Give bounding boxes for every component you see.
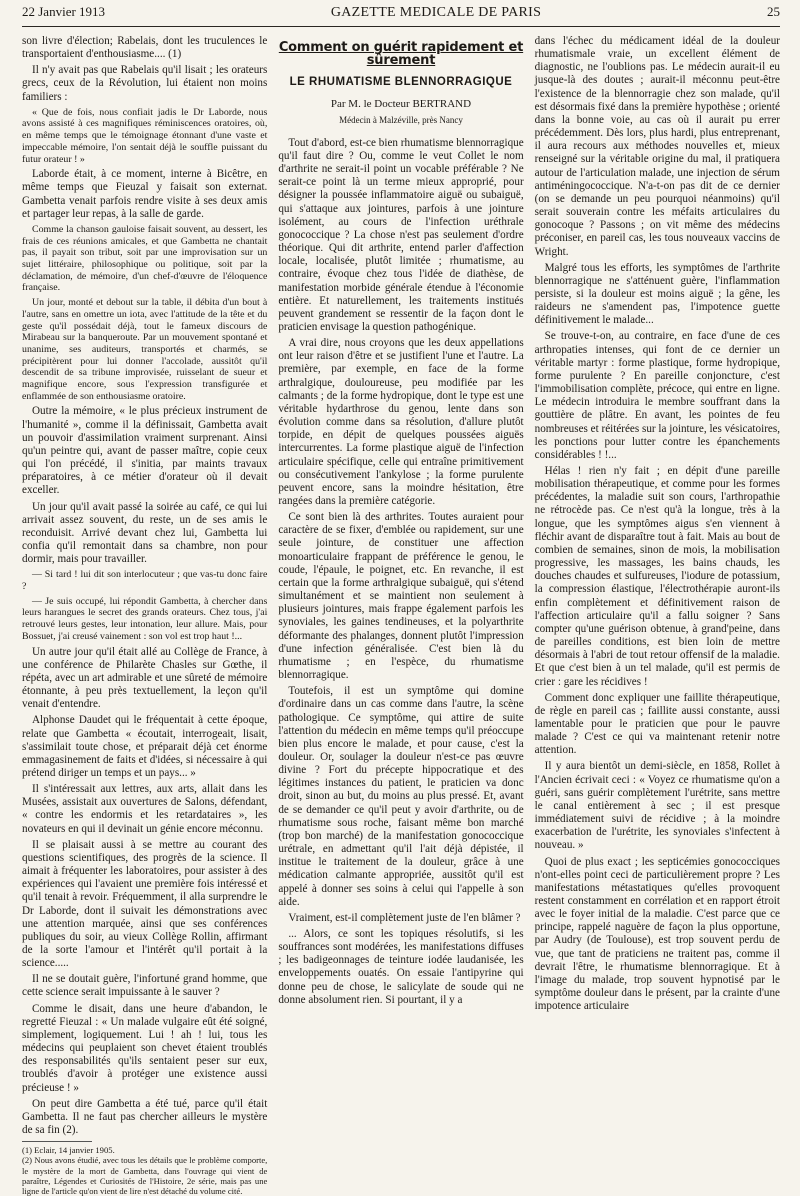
paragraph: Laborde était, à ce moment, interne à Bicêtre, en même temps que Fieuzal y faisait son externat. Gambetta venait parfois rendre visite à ses deux amis et partager leur repas, à la salle de garde.: [22, 168, 268, 220]
paragraph: son livre d'élection; Rabelais, dont les truculences le transportaient d'enthousiasme.... (1): [22, 35, 268, 61]
issue-date: 22 Janvier 1913: [22, 4, 106, 19]
paragraph: Tout d'abord, est-ce bien rhumatisme blennorragique qu'il faut dire ? Ou, comme le veut Collet le nom d'arthrite ne serait-il point un vocable préférable ? Ne serait-ce point là un terme mieux approprié, pour désigner la poussée inflammatoire aiguë ou subaiguë, qui s'attaque aux jointures, parfois à une jointure isolément, au cours de l'infection uréthrale gonococcique ? La chose n'est pas seulement d'ordre théorique. Qui dit arthrite, entend parler d'affection locale, localisée, plutôt limitée ; rhumatisme, au contraire, évoque chez tous l'idée de diathèse, de manifestation morbide générale étendue à l'économie entière. Et naturellement, les traitements institués peuvent grandement se ressentir de la façon dont le praticien envisage la question pathogénique.: [278, 136, 524, 333]
byline: Par M. le Docteur BERTRAND: [330, 98, 472, 111]
paragraph: Toutefois, il est un symptôme qui domine d'ordinaire dans un cas comme dans l'autre, la scène pathologique. Ce symptôme, qui attire de suite l'attention du médecin en même temps qu'il préoccupe bien plus encore le malade, et pour cause, c'est la douleur. Or, soulager la douleur n'est-ce pas œuvre divine ? Fort du précepte hippocratique et des légitimes instances du patient, le praticien va donc droit, sinon au but, du moins au plus pressé. Et, avant de se demander ce qu'il peut y avoir d'arthrite, ou de rhumatisme sous roche, faisant même bon marché (trop bon marché) de la manifestation gonococcique urétrale, en admettant qu'il l'ait déjà dépistée, il institue le traitement de la douleur, grâce à une médication calmante appropriée, aussitôt qu'il est appelé à donner ses soins à celui qui l'appelle à son aide.: [278, 685, 524, 908]
article-header: [278, 41, 523, 89]
column-1: [22, 35, 267, 1196]
page-number: 25: [766, 4, 780, 19]
paragraph: dans l'échec du médicament idéal de la douleur rhumatismale vraie, un excellent élément de diagnostic, ne l'oublions pas. Le médecin aurait-il eu jusque-là des doutes ; aurait-il méconnu peut-être l'existence de la blennorragie chez son malade, qu'il est désormais fixé dans la première hypothèse ; orienté dans la bonne voie, au cas où il aurait pu errer précédemment. Dès lors, plus hardi, plus entreprenant, il aura recours aux méthodes nouvelles et, mieux renseigné sur la véritable origine du mal, il pratiquera autour de l'articulation malade, une injection de sérum antiméningococcique. N'a-t-on pas dit de ce dernier (on se demande un peu pourquoi néanmoins) qu'il serait souverain contre les méfaits articulaires du gonocoque ? Passons ; on vit même des médecins préconiser, en pareil cas, les tous nouveaux vaccins de Wright.: [534, 35, 780, 258]
article-subtitle: LE RHUMATISME BLENNORRAGIQUE: [289, 76, 513, 89]
running-header: [22, 4, 780, 27]
paragraph: Un autre jour qu'il était allé au Collège de France, à une conférence de Philarète Chasles sur Gœthe, il répéta, avec un art admirable et une sûreté de mémoire étonnante, à peu près textuellement, la leçon qu'il venait d'entendre.: [22, 645, 268, 711]
paragraph: Un jour qu'il avait passé la soirée au café, ce qui lui arrivait assez souvent, du reste, un de ses amis le reconduisit. Arrivé devant chez lui, Gambetta lui confia qu'il remontait dans sa chambre, non pour dormir, mais pour travailler.: [22, 500, 268, 566]
paragraph: Hélas ! rien n'y fait ; en dépit d'une pareille mobilisation thérapeutique, et comme pour les formes précédentes, la maladie suit son cours, l'arthropathie ne rétrocède pas. Ce n'est qu'à la longue, très à la longue, que les symptômes aigus s'en viennent à fléchir avant de disparaître tout à fait. Mais au bout de combien de semaines, sinon de mois, la mobilisation progressive, les massages, les bains chauds, les douches chaudes et sulfureuses, l'iodure de potassium, la compression élastique, l'électrothérapie auront-ils enfin complètement et définitivement raison de l'affection articulaire qu'il a fallu soigner ? Sans compter qu'une guérison obtenue, à grand'peine, dans de pareilles conditions, est bien loin de mettre désormais à l'abri de tout retour offensif de la maladie. Et que c'est bien à un tel malade, qu'il est permis de crier : gare les récidives !: [534, 465, 780, 688]
paragraph-small: Un jour, monté et debout sur la table, il débita d'un bout à l'autre, sans en omettre un iota, avec l'attitude de la tête et du geste qu'il possédait déjà, tout le fameux discours de Mirabeau sur la banqueroute. Par un mouvement spontané et unanime, ses auditeurs, transportés et charmés, se précipitèrent pour lui donner l'accolade, aussitôt qu'il descendit de sa tribune improvisée, ruisselant de sueur et magnifique encore, sous l'expression transfigurée et enflammée de son enthousiasme oratoire.: [22, 297, 268, 402]
paragraph: Il y aura bientôt un demi-siècle, en 1858, Rollet à l'Ancien écrivait ceci : « Voyez ce rhumatisme qu'on a guéri, sans guérir complètement l'urétrite, sans mettre le canal entièrement à sec ; il est presque immédiatement suivi de récidive ; à la moindre exacerbation de l'urétrite, les synoviales s'infectent à nouveau. »: [534, 760, 780, 852]
footnote-2: (2) Nous avons étudié, avec tous les détails que le problème comporte, le mystère de la mort de Gambetta, dans l'ouvrage qui vient de paraître, Légendes et Curiosités de l'Histoire, 2e série, mais pas une ligne de l'article qu'on vient de lire n'est détaché du volume cité.: [22, 1155, 268, 1196]
paragraph: Outre la mémoire, « le plus précieux instrument de l'humanité », comme il la définissait, Gambetta avait un pouvoir d'assimilation vraiment surprenant. Ainsi qu'un peintre qui, avant de passer maître, copie ceux qui l'on précédé, il s'initia, par maints travaux préparatoires, à ce métier d'orateur où il devait exceller.: [22, 405, 268, 497]
journal-title: GAZETTE MEDICALE DE PARIS: [330, 5, 542, 20]
paragraph: Comme le disait, dans une heure d'abandon, le regretté Fieuzal : « Un malade vulgaire eût été soigné, simplement, logiquement. Lui ! ah ! lui, tous les médecins qui peuplaient son chevet étaient troublés des responsabilités qu'ils sentaient peser sur eux, troublés d'avoir à protéger une existence aussi précieuse ! »: [22, 1002, 268, 1094]
paragraph: Vraiment, est-il complètement juste de l'en blâmer ?: [288, 911, 521, 924]
paragraph-small: Comme la chanson gauloise faisait souvent, au dessert, les frais de ces réunions amicales, et que Gambetta ne chantait pas, il payait son tribut, soit par une improvisation sur un sujet littéraire, philosophique ou politique, soit par la déclamation, de mémoire, d'un chef-d'œuvre de l'éloquence française.: [22, 223, 268, 294]
paragraph: Alphonse Daudet qui le fréquentait à cette époque, relate que Gambetta « écoutait, interrogeait, lisait, s'assimilait toute chose, et préparait déjà cet énorme emmagasinement de faits et d'idées, si nécessaire à qui prétend diriger un temps et un pays... »: [22, 714, 268, 779]
author-affiliation: Médecin à Malzéville, près Nancy: [339, 114, 463, 125]
paragraph: Se trouve-t-on, au contraire, en face d'une de ces arthropaties intenses, qui font de ce dernier un véritable martyr : forme plastique, forme hydropique, forme purulente ? En pareille conjoncture, c'est l'immobilisation complète, précoce, qui entre en ligne. Le médecin introduira le membre souffrant dans la gouttière de plâtre. En avant, les pointes de feu nombreuses et réitérées sur la jointure, les vésicatoires, les ponctions pour lutter contre les épanchements considérables ! !...: [534, 330, 780, 461]
dialogue-line: — Je suis occupé, lui répondit Gambetta, à chercher dans leurs harangues le secret des grands orateurs. Chez tous, j'ai retrouvé leurs gestes, leur intonation, leur allure. Mais, pour Bossuet, j'ai creusé vainement : son vol est trop haut !...: [22, 595, 268, 642]
paragraph: Comment donc expliquer une faillite thérapeutique, de règle en pareil cas ; faillite aussi constante, aussi lamentable pour le praticien que pour le pauvre malade ? C'est ce qui va maintenant retenir notre attention.: [534, 691, 780, 757]
column-2: [278, 35, 523, 1196]
paragraph: Quoi de plus exact ; les septicémies gonococciques n'ont-elles point ceci de particulièrement propre ? Les manifestations métastatiques qu'elles provoquent restent constamment en corrélation et en rapport étroit avec le foyer initial de la maladie. C'est parce que ce principe, rappelé naguère de façon la plus opportune, par Audry (de Toulouse), est trop souvent perdu de vue, que tant de praticiens ne traitent pas, comme il devrait l'être, le rhumatisme blennorragique. Et à l'image du malade, trop souvent hypnotisé par le symptôme douleur dans le présent, par la crainte d'une impotence articulaire: [534, 855, 780, 1013]
article-title: Comment on guérit rapidement et sûrement: [278, 40, 524, 69]
paragraph: Il n'y avait pas que Rabelais qu'il lisait ; les orateurs grecs, ceux de la Révolution, lui étaient non moins familiers :: [22, 64, 268, 103]
paragraph: Malgré tous les efforts, les symptômes de l'arthrite blennorragique ne s'atténuent guère, l'inflammation persiste, si la douleur est moins aiguë ; la gêne, les raideurs ne s'amendent pas, l'impotence guette définitivement le malade...: [534, 261, 780, 327]
footnote-rule: [22, 1141, 92, 1142]
paragraph: Il s'intéressait aux lettres, aux arts, allait dans les Musées, assistait aux ouvertures de Salons, défendant, « contre les endormis et les retardataires », les novateurs en qui il devinait un génie encore méconnu.: [22, 783, 268, 835]
paragraph: A vrai dire, nous croyons que les deux appellations ont leur raison d'être et se justifient l'une et l'autre. La première, par exemple, en face de la forme arthralgique, douloureuse, peu modifiée par les calmants ; de la forme hydropique, dont le type est une véritable hydarthrose du genou, lente dans son évolution comme dans sa résolution, d'allure plutôt torpide, en dépit de quelques poussées aiguës intercurrentes. La forme plastique aiguë de l'infection articulaire spécifique, celle qui entraîne primitivement ou consécutivement l'ankylose ; la forme purulente peuvent encore, sans la moindre hésitation, être rangées dans la première catégorie.: [278, 337, 524, 507]
paragraph: On peut dire Gambetta a été tué, parce qu'il était Gambetta. Il ne faut pas chercher ailleurs le mystère de sa fin (2).: [22, 1097, 268, 1137]
quotation: « Que de fois, nous confiait jadis le Dr Laborde, nous avons assisté à ces magnifiques réminiscences oratoires, où, en même temps que le témoignage étonnant d'une vaste et impeccable mémoire, l'on sentait déjà le souffle puissant du futur orateur ! »: [22, 106, 268, 165]
paragraph: ... Alors, ce sont les topiques résolutifs, si les souffrances sont modérées, les manifestations diffuses ; les badigeonnages de teinture iodée laudanisée, les enveloppements ouatés. On essaie l'antipyrine qui donne peu de chose, le salicylate de soude qui ne donne absolument rien. Si pourtant, il y a: [278, 928, 524, 1006]
paragraph: Ce sont bien là des arthrites. Toutes auraient pour caractère de se fixer, d'emblée ou rapidement, sur une seule jointure, de constituer une affection monoarticulaire frappant de préférence le genou, le coude, l'épaule, le poignet, etc. En revanche, il est certain que la forme arthralgique subaiguë, qui s'étend simultanément et se maintient non seulement à plusieurs jointures, mais frappe également parfois les synoviales, les gaines tendineuses, et la polyarthrite déformante des phalanges, donnent plutôt l'impression d'une infection généralisée. C'est bien là du rhumatisme ; en l'espèce, du rhumatisme blennorragique.: [278, 511, 524, 682]
footnote-1: (1) Eclair, 14 janvier 1905.: [22, 1145, 115, 1156]
paragraph: Il se plaisait aussi à se mettre au courant des questions scientifiques, des progrès de la science. Il aimait à fréquenter les laboratoires, pour assister à des expériences qui l'avaient une première fois intéressé et qu'il tenait à revoir. Fréquemment, il alla surprendre le Dr Laborde, dont il suivait les démonstrations avec une attention marquée, ainsi que ses conférences publiques du soir, au vieux Collège Rollin, affirmant de la sorte l'amour et l'intérêt qu'il portait à la science.....: [22, 838, 268, 970]
column-3: [535, 35, 780, 1196]
paragraph: Il ne se doutait guère, l'infortuné grand homme, que cette science serait impuissante à le sauver ?: [22, 973, 268, 999]
dialogue-line: — Si tard ! lui dit son interlocuteur ; que vas-tu donc faire ?: [22, 569, 268, 593]
